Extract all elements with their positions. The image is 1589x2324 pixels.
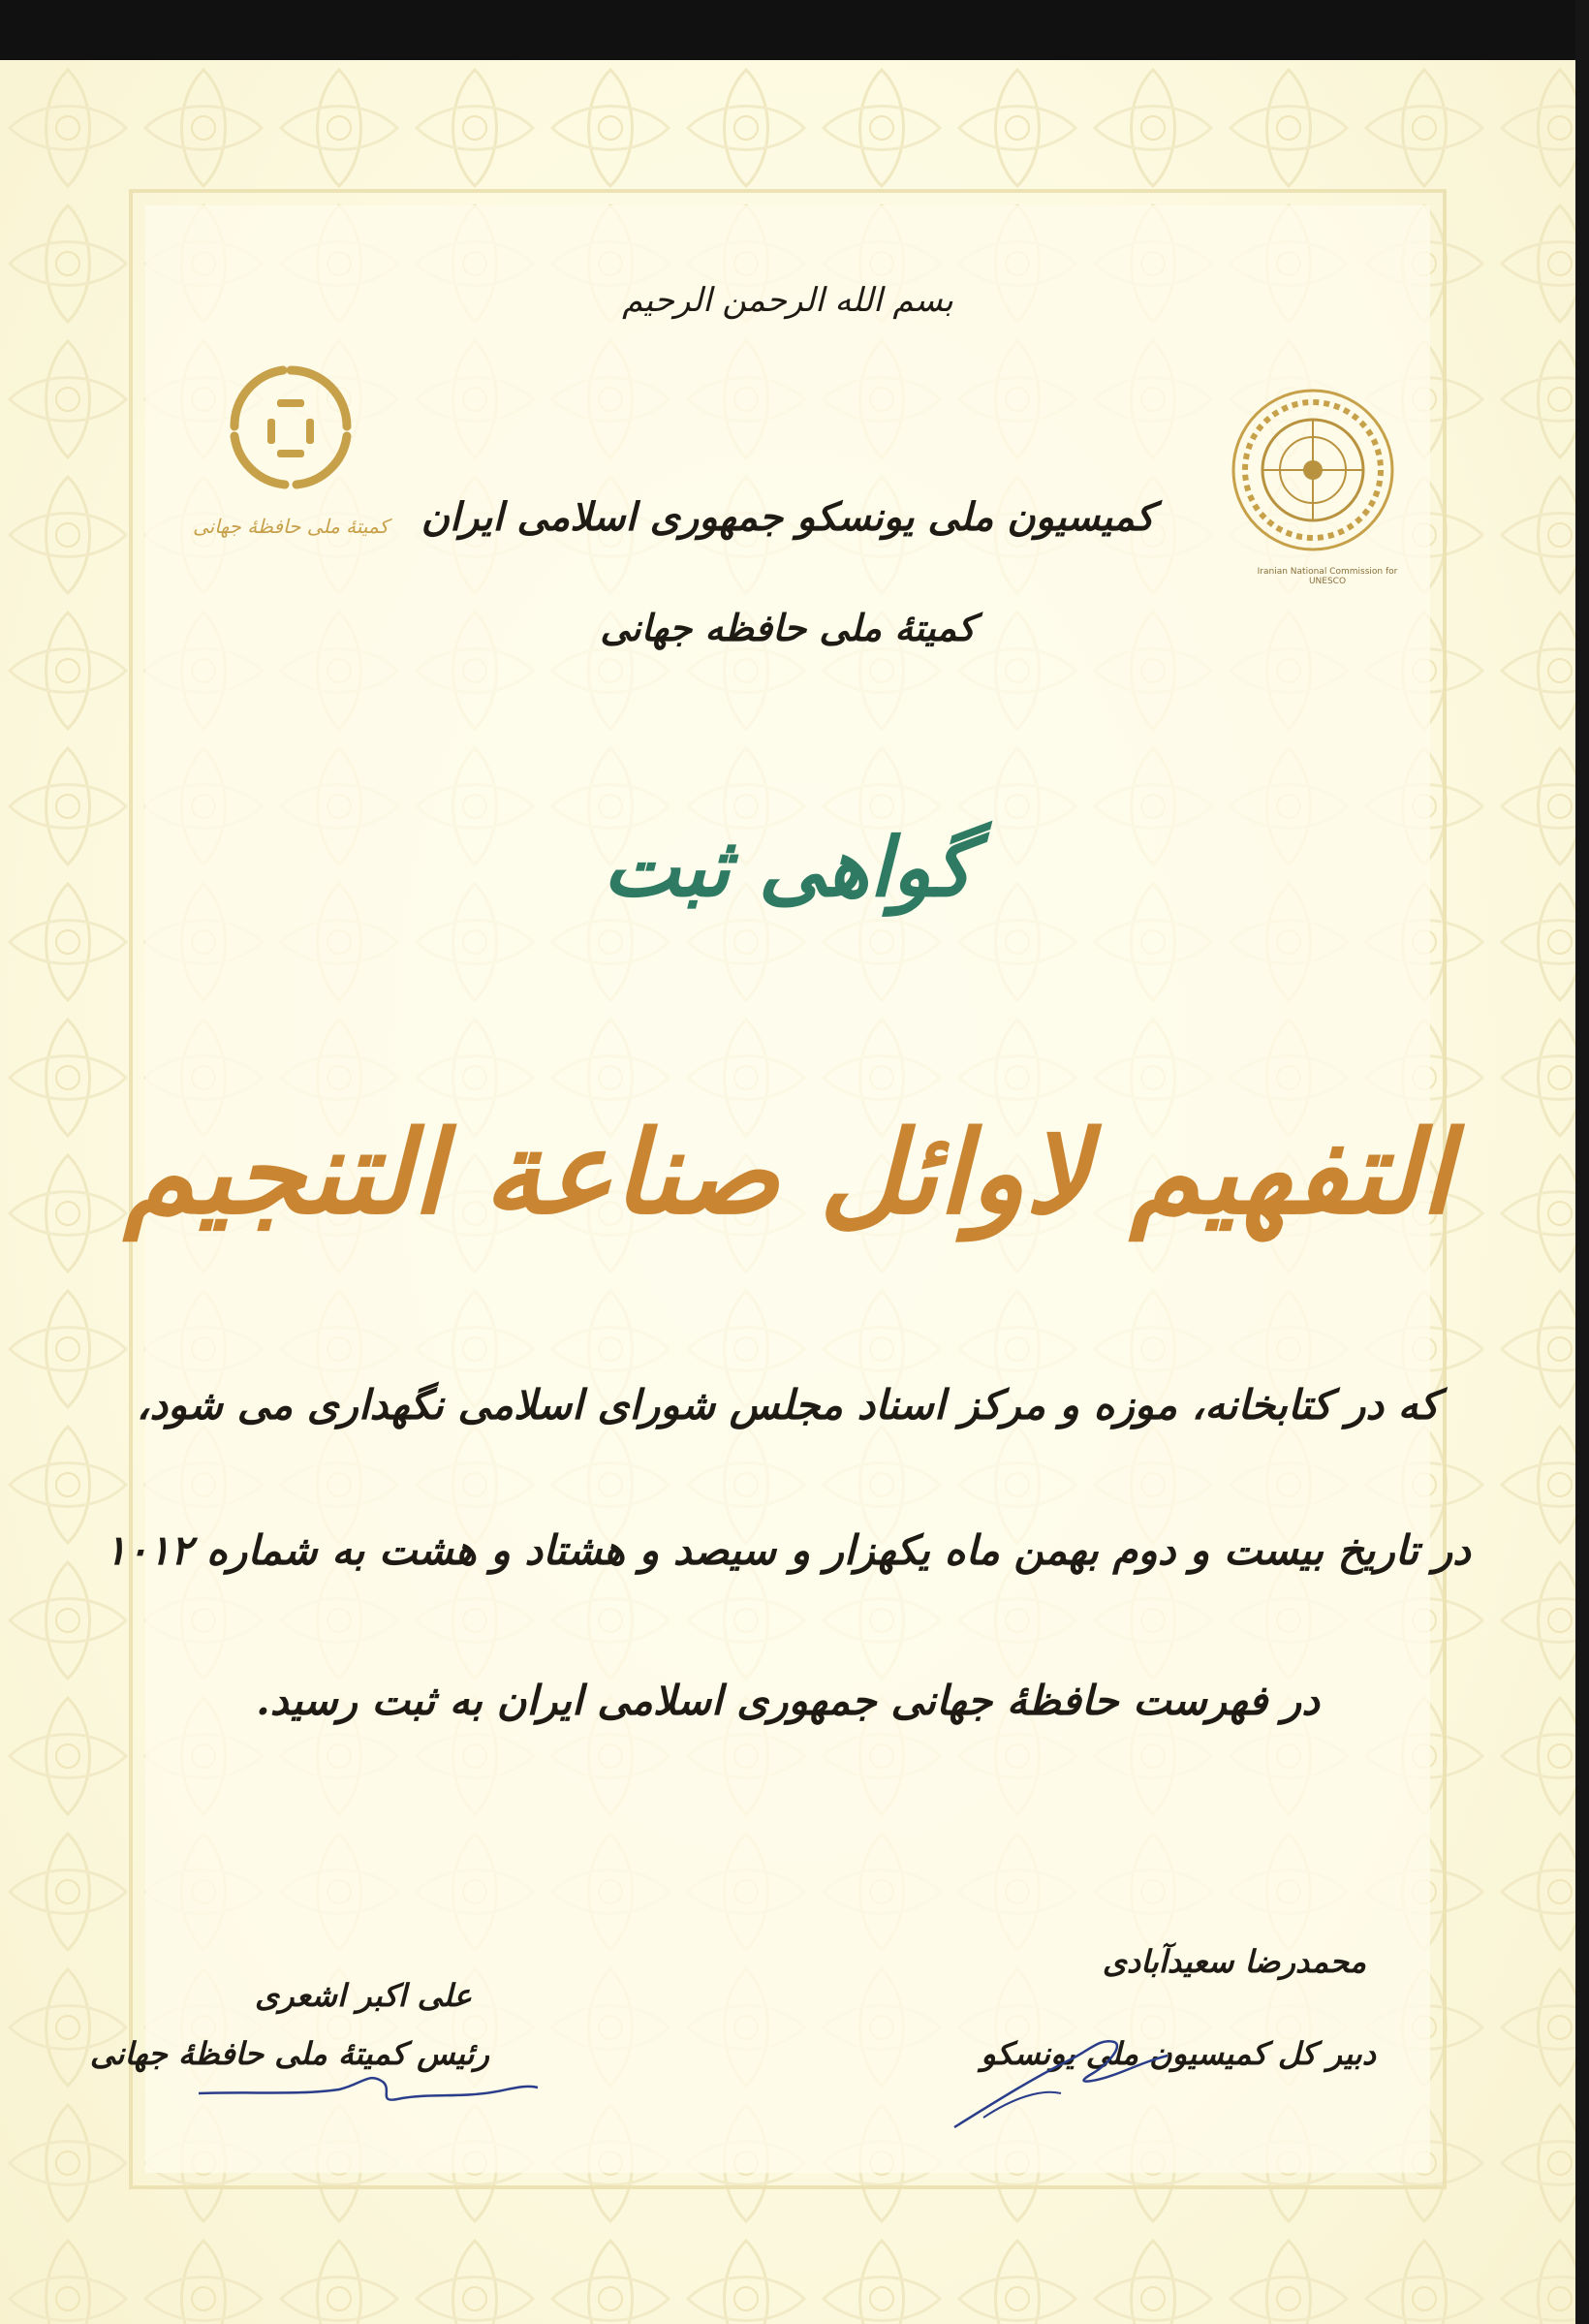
right-signatory-name: محمدرضا سعیدآبادی xyxy=(1102,1943,1366,1980)
left-signatory-title: رئیس کمیتهٔ ملی حافظهٔ جهانی xyxy=(89,2035,489,2072)
scan-right-edge xyxy=(1575,0,1589,2324)
committee-name: کمیتهٔ ملی حافظه جهانی xyxy=(600,606,976,649)
body-line-1: که در کتابخانه، موزه و مرکز اسناد مجلس شورای اسلامی نگهداری می شود، xyxy=(136,1381,1440,1429)
svg-text:کمیتهٔ ملی حافظهٔ جهانی: کمیتهٔ ملی حافظهٔ جهانی xyxy=(192,515,389,538)
right-signature-icon xyxy=(945,2021,1177,2137)
scan-top-edge xyxy=(0,0,1589,60)
certificate-title: گواهی ثبت xyxy=(603,819,973,915)
unesco-commission-seal xyxy=(1221,373,1405,581)
commission-name: کمیسیون ملی یونسکو جمهوری اسلامی ایران xyxy=(421,494,1155,540)
left-signatory-name: علی اکبر اشعری xyxy=(255,1977,472,2014)
right-signatory-title: دبیر کل کمیسیون ملی یونسکو xyxy=(981,2035,1376,2072)
body-line-3: در فهرست حافظهٔ جهانی جمهوری اسلامی ایران به ثبت رسید. xyxy=(256,1677,1320,1724)
body-line-2: در تاریخ بیست و دوم بهمن ماه یکهزار و سیصد و هشتاد و هشت به شماره ۱۰۱۲ xyxy=(105,1526,1471,1574)
left-signature-icon xyxy=(194,2064,543,2122)
seal-caption: Iranian National Commission for UNESCO xyxy=(1257,567,1398,586)
document-title: التفهیم لاوائل صناعة التنجیم xyxy=(123,1105,1452,1240)
basmala: بسم الله الرحمن الرحیم xyxy=(622,281,953,320)
